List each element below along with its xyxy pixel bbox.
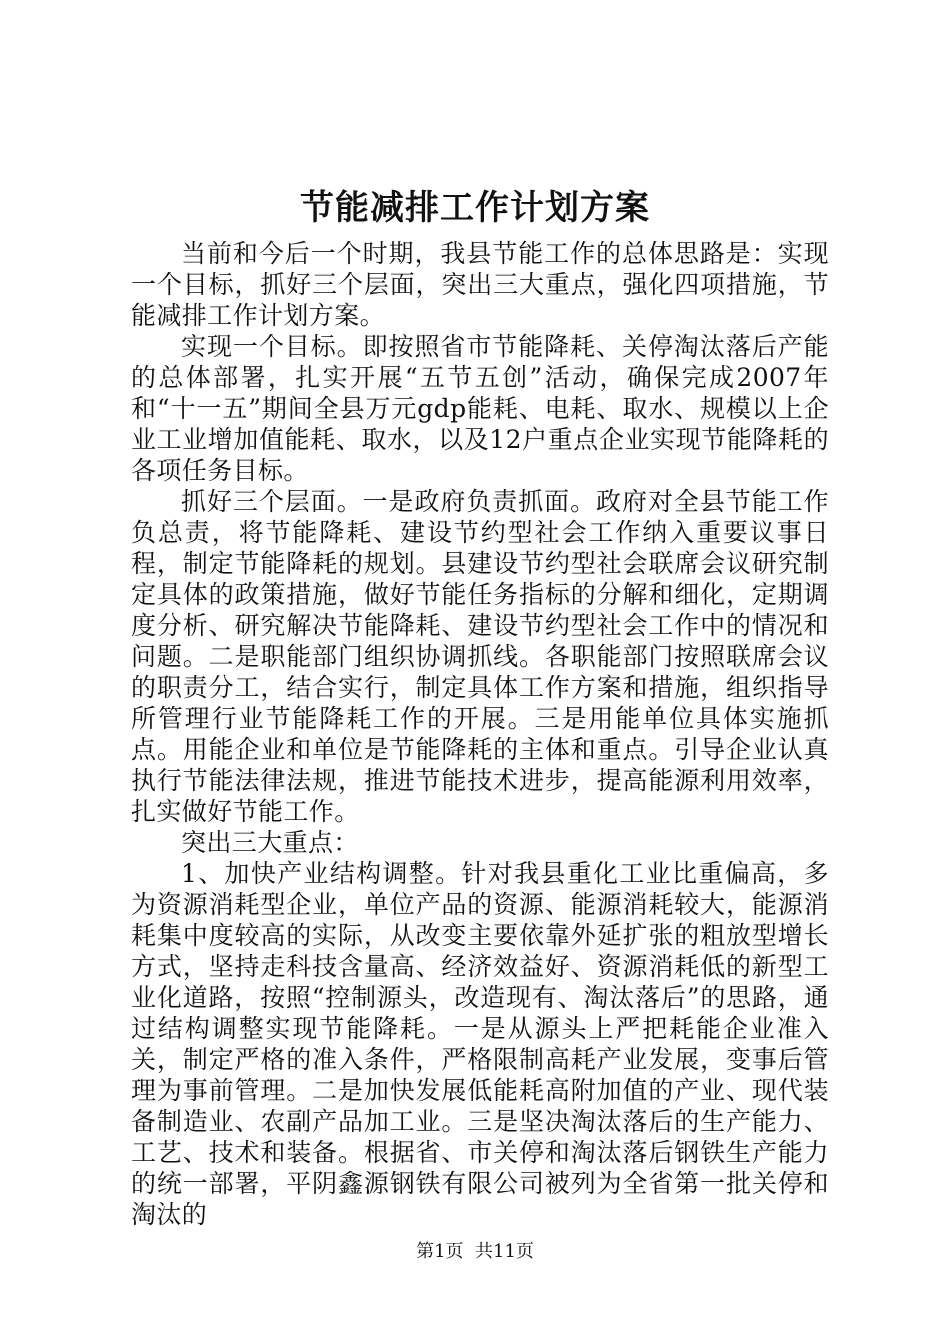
page-total: 共11页 <box>475 1241 534 1262</box>
paragraph: 当前和今后一个时期，我县节能工作的总体思路是：实现一个目标，抓好三个层面，突出三大重点，强化四项措施，节能减排工作计划方案。 <box>131 239 829 330</box>
paragraph: 1、加快产业结构调整。针对我县重化工业比重偏高，多为资源消耗型企业，单位产品的资源、能源消耗较大，能源消耗集中度较高的实际，从改变主要依靠外延扩张的粗放型增长方式，坚持走科技含量高、经济效益好、资源消耗低的新型工业化道路，按照“控制源头，改造现有、淘汰落后”的思路，通过结构调整实现节能降耗。一是从源头上严把耗能企业准入关，制定严格的准入条件，严格限制高耗产业发展，变事后管理为事前管理。二是加快发展低能耗高附加值的产业、现代装备制造业、农副产品加工业。三是坚决淘汰落后的生产能力、工艺、技术和装备。根据省、市关停和淘汰落后钢铁生产能力的统一部署，平阴鑫源钢铁有限公司被列为全省第一批关停和淘汰的 <box>131 859 829 1229</box>
page-number: 第1页 <box>416 1241 464 1262</box>
document-title: 节能减排工作计划方案 <box>300 188 650 228</box>
paragraph: 抓好三个层面。一是政府负责抓面。政府对全县节能工作负总责，将节能降耗、建设节约型社会工作纳入重要议事日程，制定节能降耗的规划。县建设节约型社会联席会议研究制定具体的政策措施，做好节能任务指标的分解和细化，定期调度分析、研究解决节能降耗、建设节约型社会工作中的情况和问题。二是职能部门组织协调抓线。各职能部门按照联席会议的职责分工，结合实行，制定具体工作方案和措施，组织指导所管理行业节能降耗工作的开展。三是用能单位具体实施抓点。用能企业和单位是节能降耗的主体和重点。引导企业认真执行节能法律法规，推进节能技术进步，提高能源利用效率，扎实做好节能工作。 <box>131 487 829 826</box>
paragraph: 实现一个目标。即按照省市节能降耗、关停淘汰落后产能的总体部署，扎实开展“五节五创”活动，确保完成2007年和“十一五”期间全县万元gdp能耗、电耗、取水、规模以上企业工业增加值能耗、取水，以及12户重点企业实现节能降耗的各项任务目标。 <box>131 332 829 485</box>
document-body <box>131 238 829 1230</box>
page-footer <box>0 1240 950 1264</box>
section-heading: 突出三大重点： <box>181 828 359 857</box>
